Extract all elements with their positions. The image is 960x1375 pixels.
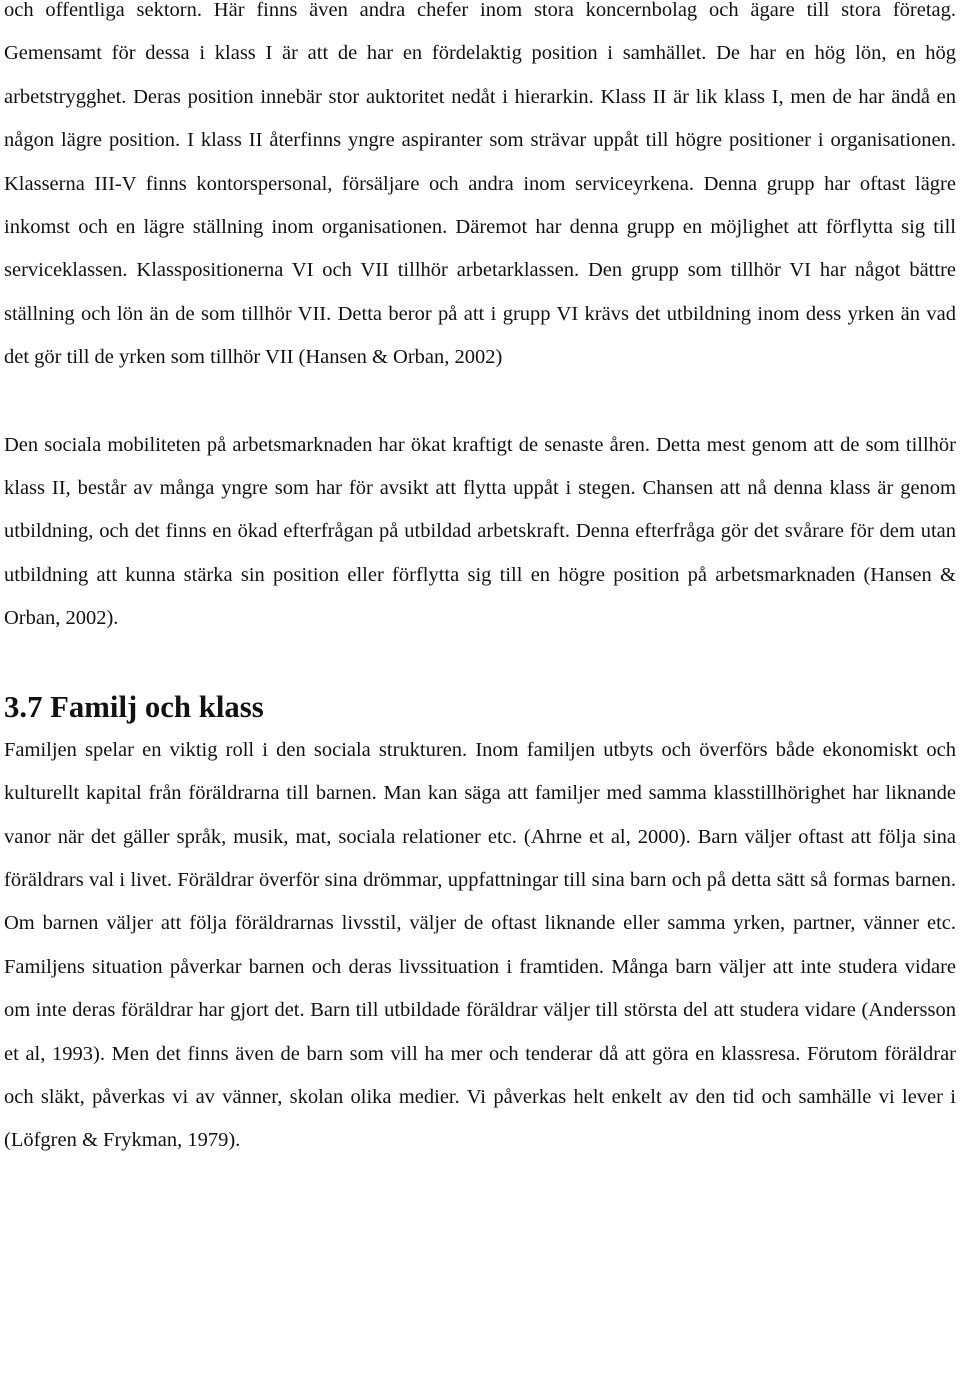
document-page bbox=[4, 0, 956, 1163]
body-paragraph: Den sociala mobiliteten på arbetsmarknaden har ökat kraftigt de senaste åren. Detta mest genom att de som tillhör klass II, består av många yngre som har för avsikt att flytta uppåt i stegen. Chansen att nå denna klass är genom utbildning, och det finns en ökad efterfrågan på utbildad arbetskraft. Denna efterfråga gör det svårare för dem utan utbildning att kunna stärka sin position eller förflytta sig till en högre position på arbetsmarknaden (Hansen & Orban, 2002). bbox=[4, 433, 956, 630]
body-paragraph: och offentliga sektorn. Här finns även andra chefer inom stora koncernbolag och ägare till stora företag. Gemensamt för dessa i klass I är att de har en fördelaktig position i samhället. De har en hög lön, en hög arbetstrygghet. Deras position innebär stor auktoritet nedåt i hierarkin. Klass II är lik klass I, men de har ändå en någon lägre position. I klass II återfinns yngre aspiranter som strävar uppåt till högre positioner i organisationen. Klasserna III-V finns kontorspersonal, försäljare och andra inom serviceyrkena. Denna grupp har oftast lägre inkomst och en lägre ställning inom organisationen. Däremot har denna grupp en möjlighet att förflytta sig till serviceklassen. Klasspositionerna VI och VII tillhör arbetarklassen. Den grupp som tillhör VI har något bättre ställning och lön än de som tillhör VII. Detta beror på att i grupp VI krävs det utbildning inom dess yrken än vad det gör till de yrken som tillhör VII (Hansen & Orban, 2002) bbox=[4, 0, 956, 369]
body-paragraph: Familjen spelar en viktig roll i den sociala strukturen. Inom familjen utbyts och överförs både ekonomiskt och kulturellt kapital från föräldrarna till barnen. Man kan säga att familjer med samma klasstillhörighet har liknande vanor när det gäller språk, musik, mat, sociala relationer etc. (Ahrne et al, 2000). Barn väljer oftast att följa sina föräldrars val i livet. Föräldrar överför sina drömmar, uppfattningar till sina barn och på detta sätt så formas barnen. Om barnen väljer att följa föräldrarnas livsstil, väljer de oftast liknande eller samma yrken, partner, vänner etc. Familjens situation påverkar barnen och deras livssituation i framtiden. Många barn väljer att inte studera vidare om inte deras föräldrar har gjort det. Barn till utbildade föräldrar väljer till största del att studera vidare (Andersson et al, 1993). Men det finns även de barn som vill ha mer och tenderar då att göra en klassresa. Förutom föräldrar och släkt, påverkas vi av vänner, skolan olika medier. Vi påverkas helt enkelt av den tid och samhälle vi lever i (Löfgren & Frykman, 1979). bbox=[4, 738, 956, 1152]
section-heading: 3.7 Familj och klass bbox=[4, 689, 264, 724]
